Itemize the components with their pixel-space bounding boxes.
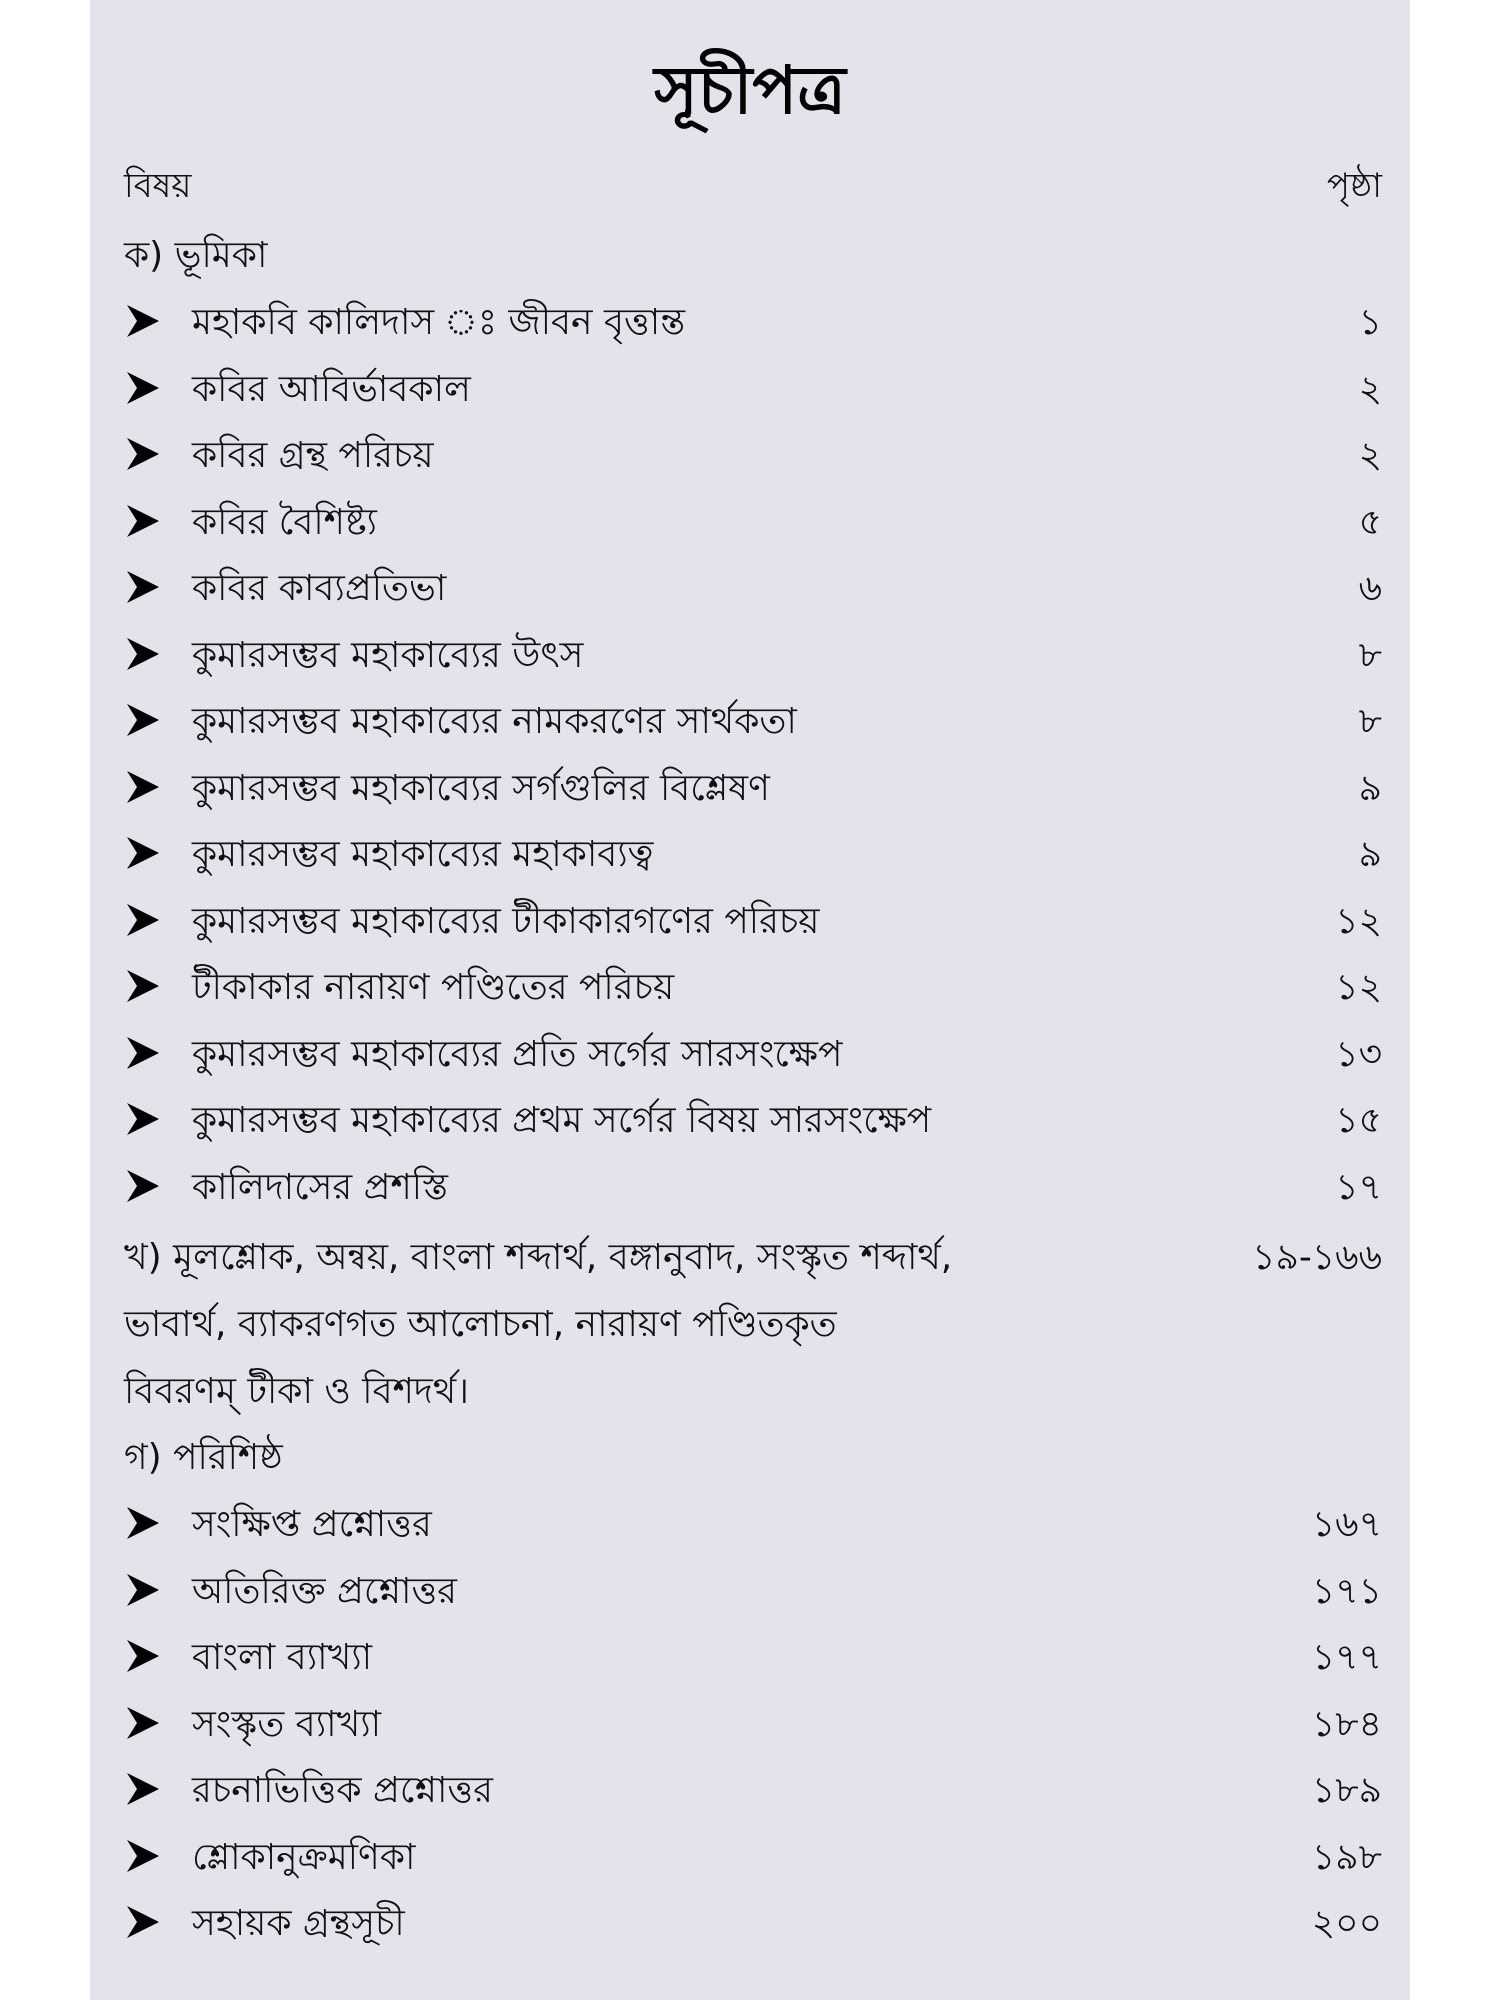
arrow-bullet-icon xyxy=(124,900,168,940)
arrow-bullet-icon xyxy=(124,1099,168,1139)
toc-entry xyxy=(124,628,1382,688)
section-b-line-1: খ) মূলশ্লোক, অন্বয়, বাংলা শব্দার্থ, বঙ্গানুবাদ, সংস্কৃত শব্দার্থ, xyxy=(124,1237,953,1278)
page-column-header: পৃষ্ঠা xyxy=(1326,166,1382,206)
toc-entry xyxy=(124,1896,1382,1956)
arrow-bullet-icon xyxy=(124,301,168,341)
arrow-bullet-icon xyxy=(124,833,168,873)
toc-entry-page: ১২ xyxy=(1335,900,1382,942)
arrow-bullet-icon xyxy=(124,1570,168,1610)
toc-entry xyxy=(124,295,1382,355)
toc-entry-page: ১৭ xyxy=(1335,1166,1382,1208)
arrow-bullet-icon xyxy=(124,1769,168,1809)
toc-entry-page: ১৭১ xyxy=(1311,1570,1382,1612)
toc-entry-page: ৬ xyxy=(1358,568,1382,609)
arrow-bullet-icon xyxy=(124,1033,168,1073)
toc-entry-page: ১ xyxy=(1358,302,1382,343)
arrow-bullet-icon xyxy=(124,501,168,541)
toc-entry-page: ১৬৭ xyxy=(1311,1504,1382,1545)
toc-entry xyxy=(124,960,1382,1020)
section-c-heading: গ) পরিশিষ্ঠ xyxy=(124,1437,283,1478)
toc-entry-page: ৯ xyxy=(1358,834,1382,875)
toc-entry xyxy=(124,1027,1382,1087)
toc-entry-label: শ্লোকানুক্রমণিকা xyxy=(192,1836,416,1878)
toc-entry-label: কুমারসম্ভব মহাকাব্যের প্রতি সর্গের সারসংক্ষেপ xyxy=(192,1033,843,1075)
toc-entry xyxy=(124,761,1382,821)
toc-entry-page: ৮ xyxy=(1358,634,1382,676)
toc-entry xyxy=(124,894,1382,954)
toc-entry xyxy=(124,1160,1382,1220)
arrow-bullet-icon xyxy=(124,1166,168,1206)
toc-entry-page: ২ xyxy=(1358,368,1382,410)
toc-entry xyxy=(124,827,1382,887)
toc-entry-page: ২ xyxy=(1358,435,1382,476)
arrow-bullet-icon xyxy=(124,1902,168,1942)
toc-entry-label: কুমারসম্ভব মহাকাব্যের নামকরণের সার্থকতা xyxy=(192,701,797,742)
toc-entry xyxy=(124,1763,1382,1823)
toc-entry-label: কবির কাব্যপ্রতিভা xyxy=(192,568,447,609)
toc-entry xyxy=(124,495,1382,555)
arrow-bullet-icon xyxy=(124,634,168,674)
toc-entry xyxy=(124,362,1382,422)
toc-entry-label: সহায়ক গ্রন্থসূচী xyxy=(192,1903,405,1944)
toc-entry-page: ১৯৮ xyxy=(1311,1836,1382,1878)
book-page xyxy=(90,0,1410,2000)
toc-entry xyxy=(124,694,1382,754)
toc-entry xyxy=(124,1093,1382,1153)
toc-entry-page: ৯ xyxy=(1358,767,1382,809)
arrow-bullet-icon xyxy=(124,700,168,740)
toc-entry-page: ১৫ xyxy=(1335,1100,1382,1141)
toc-entry xyxy=(124,1630,1382,1690)
toc-entry-label: সংক্ষিপ্ত প্রশ্নোত্তর xyxy=(192,1504,432,1545)
toc-entry-label: কুমারসম্ভব মহাকাব্যের সর্গগুলির বিশ্লেষণ xyxy=(192,767,770,809)
toc-entry-page: ১৭৭ xyxy=(1311,1637,1382,1678)
section-b-line-3: বিবরণম্ টীকা ও বিশদর্থ। xyxy=(124,1371,470,1412)
toc-entry-label: কুমারসম্ভব মহাকাব্যের টীকাকারগণের পরিচয় xyxy=(192,900,820,942)
toc-entry-label: কুমারসম্ভব মহাকাব্যের মহাকাব্যত্ব xyxy=(192,834,654,875)
toc-entry-label: অতিরিক্ত প্রশ্নোত্তর xyxy=(192,1570,457,1612)
toc-entry-label: কবির বৈশিষ্ট্য xyxy=(192,501,377,543)
toc-entry xyxy=(124,1697,1382,1757)
toc-entry-label: রচনাভিত্তিক প্রশ্নোত্তর xyxy=(192,1770,493,1811)
toc-entry-page: ৮ xyxy=(1358,701,1382,742)
arrow-bullet-icon xyxy=(124,1836,168,1876)
toc-entry-label: টীকাকার নারায়ণ পণ্ডিতের পরিচয় xyxy=(192,967,675,1008)
toc-entry-page: ৫ xyxy=(1358,501,1382,543)
section-b-page: ১৯-১৬৬ xyxy=(1252,1237,1382,1278)
arrow-bullet-icon xyxy=(124,1636,168,1676)
toc-entry-page: ২০০ xyxy=(1311,1903,1382,1944)
arrow-bullet-icon xyxy=(124,966,168,1006)
arrow-bullet-icon xyxy=(124,368,168,408)
toc-entry-label: বাংলা ব্যাখ্যা xyxy=(192,1637,373,1678)
section-a-heading: ক) ভূমিকা xyxy=(124,235,268,276)
toc-entry-label: কালিদাসের প্রশস্তি xyxy=(192,1166,448,1208)
arrow-bullet-icon xyxy=(124,567,168,607)
arrow-bullet-icon xyxy=(124,1503,168,1543)
toc-entry-label: কবির গ্রন্থ পরিচয় xyxy=(192,435,434,476)
toc-entry-label: কবির আবির্ভাবকাল xyxy=(192,368,471,410)
toc-entry-page: ১২ xyxy=(1335,967,1382,1008)
subject-column-header: বিষয় xyxy=(124,166,192,206)
toc-entry xyxy=(124,1564,1382,1624)
toc-entry-page: ১৮৯ xyxy=(1311,1770,1382,1811)
page-title: সূচীপত্র xyxy=(654,52,846,129)
toc-entry xyxy=(124,1830,1382,1890)
arrow-bullet-icon xyxy=(124,434,168,474)
toc-entry xyxy=(124,561,1382,621)
arrow-bullet-icon xyxy=(124,767,168,807)
toc-entry-label: কুমারসম্ভব মহাকাব্যের প্রথম সর্গের বিষয় সারসংক্ষেপ xyxy=(192,1100,932,1141)
arrow-bullet-icon xyxy=(124,1703,168,1743)
section-b-line-2: ভাবার্থ, ব্যাকরণগত আলোচনা, নারায়ণ পণ্ডিতকৃত xyxy=(124,1304,837,1345)
toc-entry xyxy=(124,428,1382,488)
toc-entry-label: সংস্কৃত ব্যাখ্যা xyxy=(192,1703,382,1745)
toc-entry-page: ১৩ xyxy=(1335,1033,1382,1075)
toc-entry-label: মহাকবি কালিদাস ঃ জীবন বৃত্তান্ত xyxy=(192,302,686,343)
toc-entry-label: কুমারসম্ভব মহাকাব্যের উৎস xyxy=(192,634,584,676)
toc-entry-page: ১৮৪ xyxy=(1311,1703,1382,1745)
toc-entry xyxy=(124,1497,1382,1557)
